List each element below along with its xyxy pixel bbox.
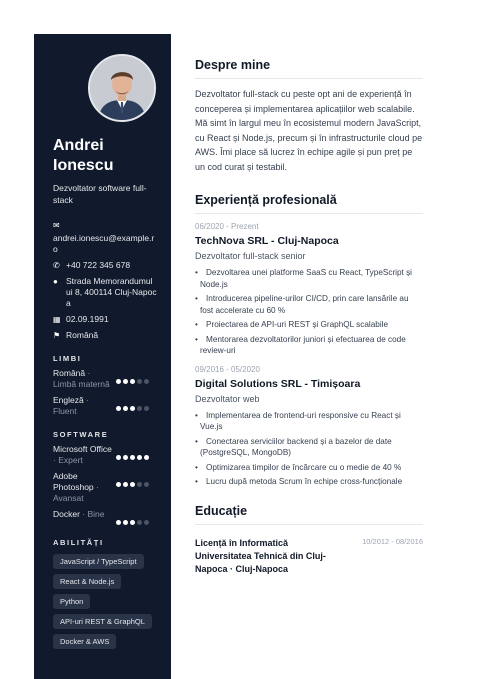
mail-icon: ✉ xyxy=(53,221,60,230)
rating-dot-empty xyxy=(144,379,149,384)
software-heading: SOFTWARE xyxy=(53,430,109,439)
rating-dot-empty xyxy=(144,520,149,525)
rating-dot-filled xyxy=(130,406,135,411)
software-name: Adobe Photoshop xyxy=(53,471,94,492)
rating-dot-filled xyxy=(144,455,149,460)
rating-dot-empty xyxy=(137,520,142,525)
language-level: Fluent xyxy=(53,406,77,416)
education-period: 10/2012 - 08/2016 xyxy=(362,536,423,546)
experience-heading: Experiență profesională xyxy=(195,193,423,214)
skills-heading: ABILITĂȚI xyxy=(53,538,104,547)
job-entry xyxy=(195,222,423,357)
software-item: Adobe Photoshop · Avansat xyxy=(53,471,157,504)
flag-icon: ⚑ xyxy=(53,331,61,340)
job-company: Digital Solutions SRL - Timișoara xyxy=(195,377,361,390)
skills-list xyxy=(53,554,157,649)
software-name: Docker xyxy=(53,509,80,519)
software-level: Expert xyxy=(58,455,83,465)
rating-dot-filled xyxy=(123,482,128,487)
language-level: Limbă maternă xyxy=(53,379,110,389)
education-heading: Educație xyxy=(195,504,423,525)
software-item: Microsoft Office · Expert xyxy=(53,444,157,466)
address-text: Strada Memorandumului 8, 400114 Cluj-Napoca xyxy=(66,276,157,308)
rating-dot-empty xyxy=(144,406,149,411)
rating-dots xyxy=(116,509,157,525)
language-name: Română xyxy=(53,368,86,378)
location-pin-icon: ● xyxy=(53,277,58,286)
skill-chip: JavaScript / TypeScript xyxy=(53,554,144,569)
email-text[interactable]: andrei.ionescu@example.ro xyxy=(53,233,155,254)
education-school: Universitatea Tehnică din Cluj-Napoca · Cluj-Napoca xyxy=(195,550,326,574)
rating-dot-empty xyxy=(137,406,142,411)
contact-birthdate xyxy=(53,314,157,325)
job-bullet: • Optimizarea timpilor de încărcare cu o medie de 40 % xyxy=(195,462,423,474)
software-name: Microsoft Office xyxy=(53,444,112,454)
job-bullet: • Mentorarea dezvoltatorilor juniori și efectuarea de code review-uri xyxy=(195,334,423,357)
rating-dot-empty xyxy=(137,482,142,487)
software-level: Bine xyxy=(87,509,105,519)
software-item: Docker · Bine xyxy=(53,509,157,525)
job-bullets xyxy=(195,267,423,357)
language-item: Română · Limbă maternă xyxy=(53,368,157,390)
rating-dot-empty xyxy=(137,379,142,384)
rating-dot-filled xyxy=(116,520,121,525)
phone-icon: ✆ xyxy=(53,261,60,270)
language-name: Engleză xyxy=(53,395,84,405)
about-heading: Despre mine xyxy=(195,58,423,79)
rating-dot-filled xyxy=(116,406,121,411)
job-bullet: • Conectarea serviciilor backend și a bazelor de date (PostgreSQL, MongoDB) xyxy=(195,436,423,459)
job-period: 09/2016 - 05/2020 xyxy=(195,364,260,374)
calendar-icon: ▦ xyxy=(53,315,61,324)
rating-dot-filled xyxy=(130,379,135,384)
phone-text[interactable]: +40 722 345 678 xyxy=(66,260,131,270)
job-entry xyxy=(195,365,423,488)
rating-dots xyxy=(116,368,157,384)
software-level: Avansat xyxy=(53,493,84,503)
job-bullet: • Proiectarea de API-uri REST și GraphQL scalabile xyxy=(195,319,423,331)
job-bullet: • Dezvoltarea unei platforme SaaS cu React, TypeScript și Node.js xyxy=(195,267,423,290)
rating-dots xyxy=(116,471,157,487)
skill-chip: Python xyxy=(53,594,90,609)
avatar xyxy=(88,54,156,122)
job-title: Dezvoltator full-stack senior xyxy=(195,251,306,261)
contact-phone xyxy=(53,260,157,271)
rating-dot-filled xyxy=(123,455,128,460)
job-bullet: • Introducerea pipeline-urilor CI/CD, prin care lansările au fost accelerate cu 60 % xyxy=(195,293,423,316)
sidebar xyxy=(34,34,171,679)
contact-email xyxy=(53,220,157,255)
skill-chip: Docker & AWS xyxy=(53,634,116,649)
birthdate-text: 02.09.1991 xyxy=(66,314,109,324)
education-entry xyxy=(195,537,423,576)
main-content xyxy=(195,58,423,576)
contact-address xyxy=(53,276,157,309)
person-role: Dezvoltator software full-stack xyxy=(53,183,147,205)
rating-dot-filled xyxy=(123,379,128,384)
rating-dot-empty xyxy=(144,482,149,487)
nationality-text: Română xyxy=(66,330,99,340)
skill-chip: React & Node.js xyxy=(53,574,121,589)
job-title: Dezvoltator web xyxy=(195,393,260,404)
rating-dot-filled xyxy=(130,482,135,487)
skill-chip: API-uri REST & GraphQL xyxy=(53,614,152,629)
about-text: Dezvoltator full-stack cu peste opt ani de experiență în conceperea și implementarea aplicațiilor web scalabile. Mă simt în largul meu în ecosistemul modern JavaScript, cu React și Node.js, precum și în infrastructurile cloud pe AWS. Îmi place să lucrez în echipe agile și pun preț pe un cod curat și testabil. xyxy=(195,89,423,172)
rating-dots xyxy=(116,444,157,460)
rating-dot-filled xyxy=(123,406,128,411)
rating-dot-filled xyxy=(123,520,128,525)
person-name: Andrei Ionescu xyxy=(53,137,114,174)
rating-dot-filled xyxy=(130,455,135,460)
rating-dot-filled xyxy=(116,455,121,460)
rating-dot-filled xyxy=(116,482,121,487)
languages-heading: LIMBI xyxy=(53,354,82,363)
language-item: Engleză · Fluent xyxy=(53,395,157,417)
rating-dot-filled xyxy=(137,455,142,460)
rating-dot-filled xyxy=(116,379,121,384)
rating-dot-filled xyxy=(130,520,135,525)
job-bullets xyxy=(195,410,423,488)
portrait-image xyxy=(90,56,154,120)
education-degree: Licență în Informatică xyxy=(195,537,289,548)
contact-nationality xyxy=(53,330,157,341)
job-bullet: • Implementarea de frontend-uri responsive cu React și Vue.js xyxy=(195,410,423,433)
job-period: 06/2020 - Prezent xyxy=(195,222,259,231)
job-company: TechNova SRL - Cluj-Napoca xyxy=(195,235,339,247)
job-bullet: • Lucru după metoda Scrum în echipe cross-funcționale xyxy=(195,476,423,488)
rating-dots xyxy=(116,395,157,411)
contact-list xyxy=(53,220,157,341)
